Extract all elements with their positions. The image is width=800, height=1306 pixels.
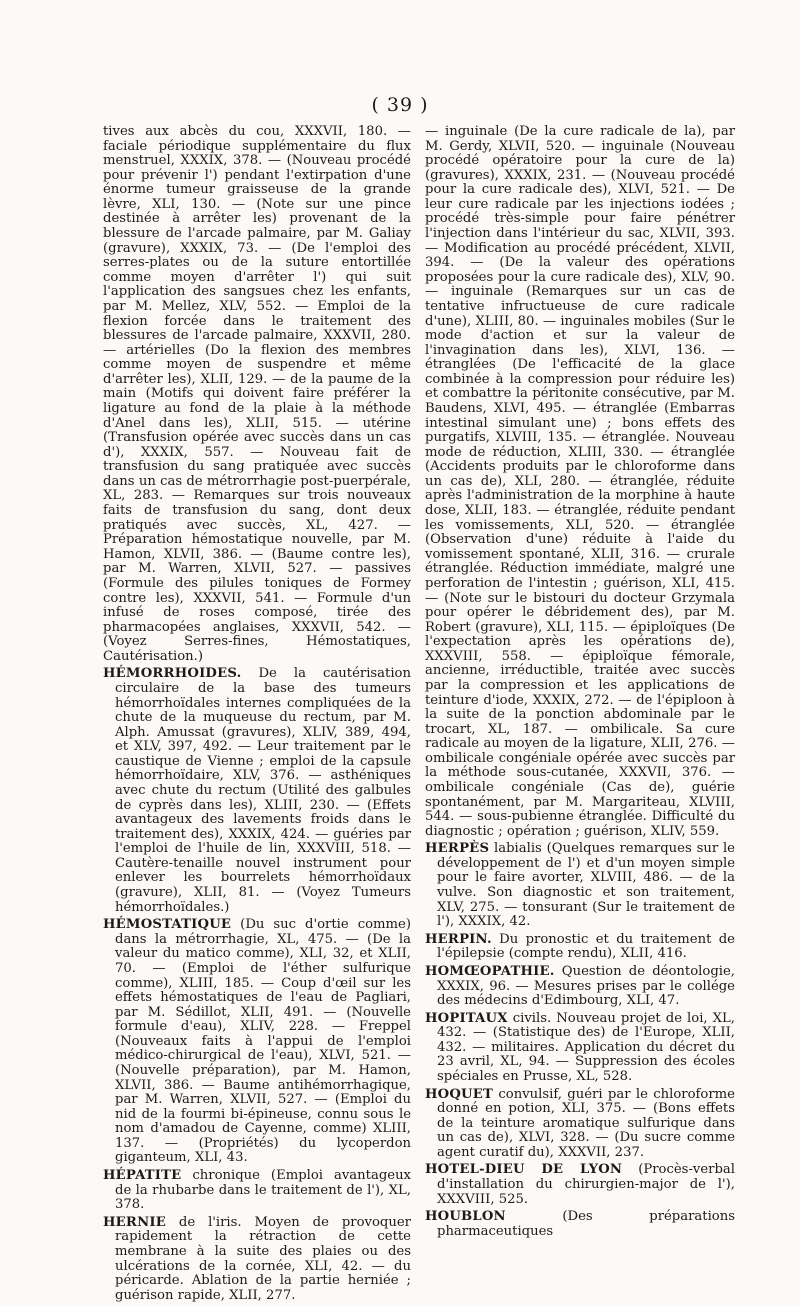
entry-text: tives aux abcès du cou, XXXVII, 180. — faciale périodique supplémentaire du flux menstruel, XXXIX, 378. — (Nouveau procédé pour prévenir l') pendant l'extirpation d'une énorme tumeur graisseuse de la grande lèvre, XLI, 130. — (Note sur une pince destinée à arrêter les) provenant de la blessure de l'arcade palmaire, par M. Galiay (gravure), XXXIX, 73. — (De l'emploi des serres-plates ou de la suture entortillée comme moyen d'arrêter l') qui suit l'application des sangsues chez les enfants, par M. Mellez, XLV, 552. — Emploi de la flexion forcée dans le traitement des blessures de l'arcade palmaire, XXXVII, 280. — artérielles (Do la flexion des membres comme moyen de suspendre et même d'arrêter les), XLII, 129. — de la paume de la main (Motifs qui doivent faire préférer la ligature au fond de la plaie à la méthode d'Anel dans les), XLII, 515. — utérine (Transfusion opérée avec succès dans un cas d'), XXXIX, 557. — Nouveau fait de transfusion du sang pratiquée avec succès dans un cas de métrorrhagie post-puerpérale, XL, 283. — Remarques sur trois nouveaux faits de transfusion du sang, dont deux pratiqués avec succès, XL, 427. — Préparation hémostatique nouvelle, par M. Hamon, XLVII, 386. — (Baume contre les), par M. Warren, XLVII, 527. — passives (Formule des pilules toniques de Formey contre les), XXXVII, 541. — Formule d'un infusé de roses composé, tirée des pharmacopées anglaises, XXXVII, 542. — (Voyez Serres-fines, Hémostatiques, Cautérisation.) xyxy=(103,124,411,664)
entry-heading: HÉMORRHOIDES. xyxy=(103,666,242,682)
right-column xyxy=(425,125,735,1242)
entry-text: — inguinale (De la cure radicale de la), par M. Gerdy, XLVII, 520. — inguinale (Nouveau procédé opératoire pour la cure de la) (gravures), XXXIX, 231. — (Nouveau procédé pour la cure radicale des), XLVI, 521. — De leur cure radicale par les injections iodées ; procédé très-simple pour faire pénétrer l'injection dans l'intérieur du sac, XLVII, 393. — Modification au procédé précédent, XLVII, 394. — (De la valeur des opérations proposées pour la cure radicale des), XLV, 90. — inguinale (Remarques sur un cas de tentative infructueuse de cure radicale d'une), XLIII, 80. — inguinales mobiles (Sur le mode d'action et sur la valeur de l'invagination dans les), XLVI, 136. — étranglées (De l'efficacité de la glace combinée à la compression pour réduire les) et combattre la péritonite consécutive, par M. Baudens, XLVI, 495. — étranglée (Embarras intestinal simulant une) ; bons effets des purgatifs, XLVIII, 135. — étranglée. Nouveau mode de réduction, XLIII, 330. — étranglée (Accidents produits par le chloroforme dans un cas de), XLI, 280. — étranglée, réduite après l'administration de la morphine à haute dose, XLII, 183. — étranglée, réduite pendant les vomissements, XLI, 520. — étranglée (Observation d'une) réduite à l'aide du vomissement spontané, XLII, 316. — crurale étranglée. Réduction immédiate, malgré une perforation de l'intestin ; guérison, XLI, 415. — (Note sur le bistouri du docteur Grzymala pour opérer le débridement des), par M. Robert (gravure), XLI, 115. — épiploïques (De l'expectation après les opérations de), XXXVIII, 558. — épiploïque fémorale, ancienne, irréductible, traitée avec succès par la compression et les applications de teinture d'iode, XXXIX, 272. — de l'épiploon à la suite de la ponction abdominale par le trocart, XL, 187. — ombilicale. Sa cure radicale au moyen de la ligature, XLII, 276. — ombilicale congéniale opérée avec succès par la méthode sous-cutanée, XXXVII, 376. — ombilicale congéniale (Cas de), guérie spontanément, par M. Margariteau, XLVIII, 544. — sous-pubienne étranglée. Difficulté du diagnostic ; opération ; guérison, XLIV, 559. xyxy=(425,124,735,839)
entry-heading: HERPÈS xyxy=(425,841,490,857)
entry-heading: HÉPATITE xyxy=(103,1168,182,1184)
index-entry xyxy=(425,1088,735,1161)
index-entry xyxy=(103,1169,411,1213)
entry-text: labialis (Quelques remarques sur le développement de l') et d'un moyen simple pour le faire avorter, XLVIII, 486. — de la vulve. Son diagnostic et son traitement, XLV, 275. — tonsurant (Sur le traitement de l'), XXXIX, 42. xyxy=(437,841,735,930)
page-number: ( 39 ) xyxy=(371,94,429,116)
index-entry xyxy=(103,1216,411,1303)
entry-heading: HERNIE xyxy=(103,1214,166,1230)
left-column xyxy=(103,125,411,1306)
entry-heading: HOTEL-DIEU DE LYON xyxy=(425,1162,623,1178)
entry-text: (Des préparations pharmaceutiques xyxy=(437,1209,735,1239)
entry-text: convulsif, guéri par le chloroforme donné en potion, XLI, 375. — (Bons effets de la teinture aromatique sulfurique dans un cas de), XLVI, 328. — (Du sucre comme agent curatif du), XXXVII, 237. xyxy=(437,1086,735,1160)
index-entry xyxy=(425,1163,735,1207)
entry-heading: HÉMOSTATIQUE xyxy=(103,917,232,933)
entry-heading: HOPITAUX xyxy=(425,1010,508,1026)
entry-heading: HOUBLON xyxy=(425,1209,506,1225)
index-entry xyxy=(425,965,735,1009)
index-entry xyxy=(103,918,411,1166)
entry-heading: HOMŒOPATHIE. xyxy=(425,963,555,979)
index-entry xyxy=(103,667,411,915)
entry-heading: HOQUET xyxy=(425,1086,494,1102)
entry-text: civils. Nouveau projet de loi, XL, 432. — (Statistique des) de l'Europe, XLII, 432. — militaires. Application du décret du 23 avril, XL, 94. — Suppression des écoles spéciales en Prusse, XL, 528. xyxy=(437,1010,735,1084)
entry-text: chronique (Emploi avantageux de la rhubarbe dans le traitement de l'), XL, 378. xyxy=(115,1168,411,1213)
index-entry xyxy=(425,125,735,839)
entry-text: (Procès-verbal d'installation du chirurgien-major de l'), XXXVIII, 525. xyxy=(437,1162,735,1207)
entry-text: Du pronostic et du traitement de l'épilepsie (compte rendu), XLII, 416. xyxy=(437,931,735,962)
entry-heading: HERPIN. xyxy=(425,931,492,947)
index-entry xyxy=(425,1210,735,1239)
index-entry xyxy=(425,933,735,962)
entry-text: Question de déontologie, XXXIX, 96. — Mesures prises par le collége des médecins d'Edimbourg, XLI, 47. xyxy=(437,963,735,1009)
index-entry xyxy=(425,842,735,929)
entry-text: De la cautérisation circulaire de la base des tumeurs hémorrhoïdales internes compliquées de la chute de la muqueuse du rectum, par M. Alph. Amussat (gravures), XLIV, 389, 494, et XLV, 397, 492. — Leur traitement par le caustique de Vienne ; emploi de la capsule hémorrhoïdaire, XLV, 376. — asthéniques avec chute du rectum (Utilité des galbules de cyprès dans les), XLIII, 230. — (Effets avantageux des lavements froids dans le traitement des), XXXIX, 424. — guéries par l'emploi de l'huile de lin, XXXVIII, 518. — Cautère-tenaille nouvel instrument pour enlever les bourrelets hémorrhoïdaux (gravure), XLII, 81. — (Voyez Tumeurs hémorrhoïdales.) xyxy=(115,666,411,915)
index-entry xyxy=(103,125,411,664)
entry-text: (Du suc d'ortie comme) dans la métrorrhagie, XL, 475. — (De la valeur du matico comme), XLI, 32, et XLII, 70. — (Emploi de l'éther sulfurique comme), XLIII, 185. — Coup d'œil sur les effets hémostatiques de l'eau de Pagliari, par M. Sédillot, XLII, 491. — (Nouvelle formule d'eau), XLIV, 228. — Freppel (Nouveaux faits à l'appui de l'emploi médico-chirurgical de l'eau), XLVI, 521. — (Nouvelle préparation), par M. Hamon, XLVII, 386. — Baume antihémorrhagique, par M. Warren, XLVII, 527. — (Emploi du nid de la fourmi bi-épineuse, connu sous le nom d'amadou de Cayenne, comme) XLIII, 137. — (Propriétés) du lycoperdon giganteum, XLI, 43. xyxy=(115,917,411,1166)
index-entry xyxy=(425,1012,735,1085)
entry-text: de l'iris. Moyen de provoquer rapidement la rétraction de cette membrane à la suite des plaies ou des ulcérations de la cornée, XLI, 42. — du péricarde. Ablation de la partie herniée ; guérison rapide, XLII, 277. xyxy=(115,1214,411,1303)
